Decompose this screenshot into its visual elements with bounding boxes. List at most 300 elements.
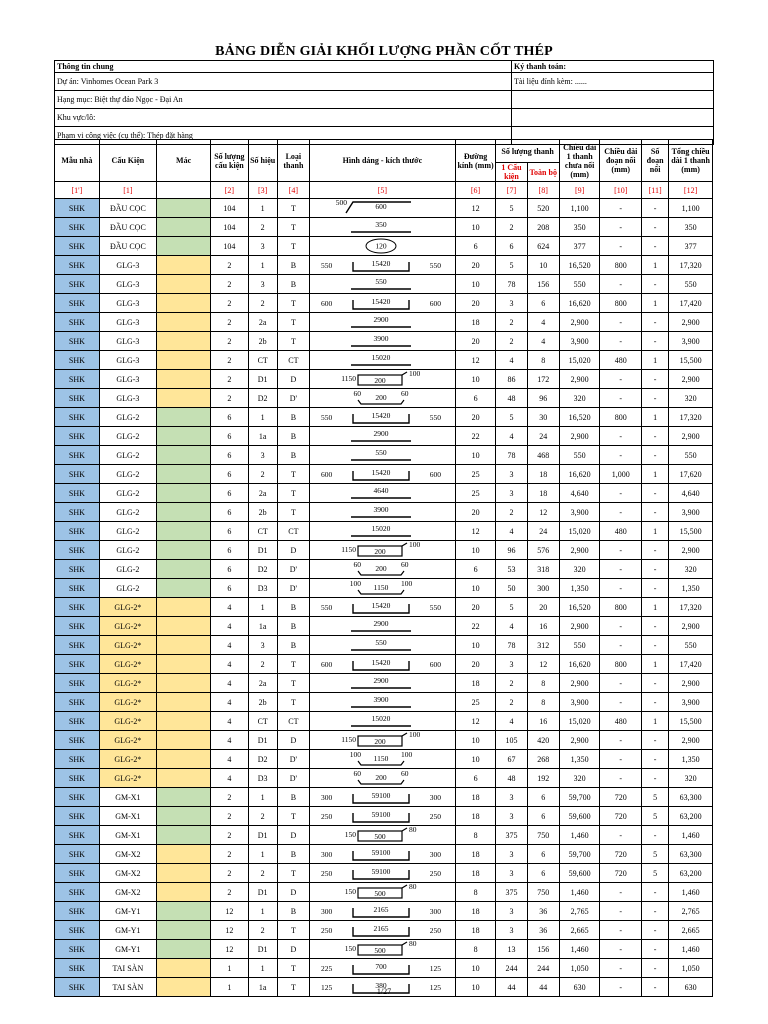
tong-chieu-dai-cell: 17,320 [669,598,713,617]
sl-1ck-cell: 4 [496,712,527,731]
table-row [55,408,713,427]
loai-thanh-cell: T [277,332,309,351]
so-doan-noi-cell: 5 [642,807,669,826]
mau-nha-cell: SHK [55,370,100,389]
rebar-length-label: 200 [375,773,387,782]
rebar-left-hook-label: 100 [349,750,362,759]
table-row [55,864,713,883]
table-row [55,351,713,370]
cau-kien-cell: GLG-3 [99,256,156,275]
duong-kinh-cell: 18 [455,788,496,807]
rebar-stirrup-height-label: 200 [374,737,386,746]
rebar-length-label: 59100 [371,867,391,876]
hinh-dang-cell [310,921,456,940]
mau-nha-cell: SHK [55,560,100,579]
loai-thanh-cell: B [277,902,309,921]
duong-kinh-cell: 10 [455,731,496,750]
index-cell: [1'] [55,182,100,199]
sl-1ck-cell: 4 [496,617,527,636]
so-luong-ck-cell: 2 [211,864,248,883]
rebar-length-label: 600 [375,202,387,211]
chieu-dai-cell: 1,350 [559,579,600,598]
rebar-stirrup-height-label: 500 [374,832,386,841]
duong-kinh-cell: 18 [455,921,496,940]
table-row [55,636,713,655]
index-cell: [3] [248,182,277,199]
hinh-dang-cell [310,522,456,541]
doan-noi-cell: 480 [600,712,642,731]
table-row [55,199,713,218]
so-doan-noi-cell: - [642,332,669,351]
so-hieu-cell: D1 [248,370,277,389]
so-luong-ck-cell: 12 [211,921,248,940]
rebar-stirrup-hook [402,828,407,831]
cau-kien-cell: GLG-2 [99,408,156,427]
general-info-label: Thông tin chung [55,61,512,73]
cau-kien-cell: GLG-2 [99,427,156,446]
sl-toanbo-cell: 18 [527,465,559,484]
rebar-stirrup-height-label: 500 [374,889,386,898]
so-luong-ck-cell: 4 [211,636,248,655]
rebar-left-leg-label: 250 [321,869,333,878]
rebar-length-label: 59100 [371,791,391,800]
tong-chieu-dai-cell: 15,500 [669,522,713,541]
sl-1ck-cell: 86 [496,370,527,389]
hinh-dang-cell [310,788,456,807]
col-sl-toanbo: Toàn bộ [527,163,559,182]
area-field-blank [512,109,714,127]
rebar-left-hook-label: 100 [349,579,362,588]
chieu-dai-cell: 3,900 [559,503,600,522]
col-duong-kinh: Đường kính (mm) [455,140,496,182]
rebar-stirrup-height-label: 200 [374,376,386,385]
doan-noi-cell: - [600,674,642,693]
item-field: Hạng mục: Biệt thự đảo Ngọc - Đại An [55,91,512,109]
mau-nha-cell: SHK [55,522,100,541]
mac-cell [157,598,211,617]
index-cell: [6] [455,182,496,199]
mau-nha-cell: SHK [55,199,100,218]
loai-thanh-cell: D' [277,560,309,579]
tong-chieu-dai-cell: 3,900 [669,332,713,351]
sl-1ck-cell: 3 [496,864,527,883]
chieu-dai-cell: 630 [559,978,600,997]
doan-noi-cell: - [600,541,642,560]
index-cell: [1] [99,182,156,199]
item-field-blank [512,91,714,109]
rebar-length-label: 15420 [371,601,391,610]
so-hieu-cell: 2a [248,313,277,332]
sl-1ck-cell: 78 [496,636,527,655]
hinh-dang-cell [310,864,456,883]
tong-chieu-dai-cell: 2,900 [669,731,713,750]
cau-kien-cell: GLG-3 [99,351,156,370]
hinh-dang-cell [310,275,456,294]
so-hieu-cell: 1a [248,617,277,636]
so-hieu-cell: CT [248,351,277,370]
duong-kinh-cell: 18 [455,864,496,883]
cau-kien-cell: GLG-2* [99,655,156,674]
duong-kinh-cell: 10 [455,370,496,389]
tong-chieu-dai-cell: 630 [669,978,713,997]
so-hieu-cell: 2b [248,332,277,351]
so-luong-ck-cell: 104 [211,237,248,256]
rebar-right-leg-label: 550 [429,603,442,612]
sl-toanbo-cell: 12 [527,655,559,674]
sl-toanbo-cell: 36 [527,921,559,940]
so-hieu-cell: 1 [248,408,277,427]
chieu-dai-cell: 320 [559,769,600,788]
so-luong-ck-cell: 12 [211,902,248,921]
so-doan-noi-cell: - [642,978,669,997]
sl-toanbo-cell: 624 [527,237,559,256]
loai-thanh-cell: T [277,864,309,883]
rebar-left-leg-label: 550 [321,413,333,422]
mau-nha-cell: SHK [55,389,100,408]
chieu-dai-cell: 15,020 [559,351,600,370]
so-hieu-cell: 1 [248,845,277,864]
rebar-length-label: 15420 [371,259,391,268]
so-luong-ck-cell: 6 [211,465,248,484]
table-row [55,617,713,636]
rebar-hook-label: 80 [409,940,417,948]
mac-cell [157,845,211,864]
cau-kien-cell: GM-Y1 [99,940,156,959]
signer-label: Ký thanh toán: [512,61,714,73]
sl-1ck-cell: 5 [496,408,527,427]
sl-toanbo-cell: 312 [527,636,559,655]
loai-thanh-cell: D' [277,769,309,788]
so-hieu-cell: D3 [248,579,277,598]
chieu-dai-cell: 16,520 [559,598,600,617]
rebar-right-leg-label: 250 [429,869,442,878]
table-row [55,522,713,541]
duong-kinh-cell: 12 [455,522,496,541]
sl-1ck-cell: 3 [496,788,527,807]
so-hieu-cell: 2b [248,693,277,712]
so-doan-noi-cell: 1 [642,408,669,427]
duong-kinh-cell: 20 [455,598,496,617]
table-row [55,598,713,617]
sl-1ck-cell: 2 [496,332,527,351]
so-luong-ck-cell: 6 [211,503,248,522]
so-luong-ck-cell: 4 [211,617,248,636]
sl-1ck-cell: 3 [496,484,527,503]
table-row [55,902,713,921]
index-cell: [11] [642,182,669,199]
cau-kien-cell: GLG-2 [99,522,156,541]
so-doan-noi-cell: 5 [642,864,669,883]
sl-toanbo-cell: 44 [527,978,559,997]
sl-1ck-cell: 2 [496,313,527,332]
table-row [55,712,713,731]
hinh-dang-cell [310,237,456,256]
rebar-right-leg-label: 550 [429,413,442,422]
index-cell: [2] [211,182,248,199]
so-luong-ck-cell: 6 [211,541,248,560]
hinh-dang-cell [310,750,456,769]
doan-noi-cell: - [600,560,642,579]
so-hieu-cell: D1 [248,541,277,560]
so-doan-noi-cell: - [642,446,669,465]
hinh-dang-cell [310,579,456,598]
mac-cell [157,940,211,959]
rebar-stirrup-height-label: 500 [374,946,386,955]
doan-noi-cell: 720 [600,807,642,826]
so-luong-ck-cell: 4 [211,769,248,788]
rebar-right-leg-label: 125 [429,983,442,992]
mac-cell [157,769,211,788]
tong-chieu-dai-cell: 2,765 [669,902,713,921]
rebar-left-leg-label: 300 [321,850,333,859]
sl-1ck-cell: 4 [496,522,527,541]
tong-chieu-dai-cell: 1,460 [669,826,713,845]
sl-toanbo-cell: 750 [527,883,559,902]
duong-kinh-cell: 25 [455,484,496,503]
duong-kinh-cell: 18 [455,313,496,332]
rebar-hook-label: 80 [409,883,417,891]
chieu-dai-cell: 2,665 [559,921,600,940]
so-doan-noi-cell: - [642,389,669,408]
sl-toanbo-cell: 192 [527,769,559,788]
mau-nha-cell: SHK [55,484,100,503]
tong-chieu-dai-cell: 17,420 [669,294,713,313]
sl-toanbo-cell: 420 [527,731,559,750]
rebar-right-hook-label: 100 [401,579,413,588]
rebar-hook-label: 100 [409,370,421,378]
rebar-length-label: 2900 [373,676,389,685]
cau-kien-cell: GLG-3 [99,370,156,389]
doan-noi-cell: - [600,883,642,902]
doan-noi-cell: - [600,199,642,218]
cau-kien-cell: GM-Y1 [99,902,156,921]
so-hieu-cell: D1 [248,883,277,902]
table-row [55,503,713,522]
hinh-dang-cell [310,256,456,275]
sl-toanbo-cell: 520 [527,199,559,218]
so-luong-ck-cell: 4 [211,731,248,750]
mac-cell [157,883,211,902]
table-row [55,826,713,845]
sl-1ck-cell: 3 [496,465,527,484]
so-doan-noi-cell: - [642,237,669,256]
loai-thanh-cell: T [277,693,309,712]
sl-1ck-cell: 78 [496,446,527,465]
so-luong-ck-cell: 6 [211,427,248,446]
hinh-dang-cell [310,446,456,465]
chieu-dai-cell: 59,700 [559,788,600,807]
duong-kinh-cell: 10 [455,636,496,655]
so-luong-ck-cell: 6 [211,484,248,503]
doan-noi-cell: - [600,617,642,636]
sl-1ck-cell: 53 [496,560,527,579]
tong-chieu-dai-cell: 550 [669,275,713,294]
so-hieu-cell: 3 [248,275,277,294]
so-luong-ck-cell: 4 [211,693,248,712]
so-luong-ck-cell: 4 [211,712,248,731]
sl-toanbo-cell: 4 [527,332,559,351]
chieu-dai-cell: 2,900 [559,313,600,332]
duong-kinh-cell: 12 [455,351,496,370]
doan-noi-cell: - [600,940,642,959]
tong-chieu-dai-cell: 2,900 [669,370,713,389]
mau-nha-cell: SHK [55,503,100,522]
so-luong-ck-cell: 104 [211,218,248,237]
chieu-dai-cell: 2,900 [559,731,600,750]
cau-kien-cell: GLG-2* [99,636,156,655]
hinh-dang-cell [310,503,456,522]
rebar-table [54,139,713,997]
rebar-stirrup-width-label: 1150 [341,735,357,744]
sl-1ck-cell: 44 [496,978,527,997]
table-row [55,313,713,332]
table-row [55,655,713,674]
table-row [55,275,713,294]
so-hieu-cell: 1a [248,427,277,446]
hinh-dang-cell [310,218,456,237]
duong-kinh-cell: 8 [455,826,496,845]
mac-cell [157,389,211,408]
sl-1ck-cell: 2 [496,503,527,522]
table-row [55,731,713,750]
mac-cell [157,712,211,731]
rebar-stirrup-hook [402,372,407,375]
col-hinh-dang: Hình dáng - kích thước [310,140,456,182]
cau-kien-cell: GLG-2 [99,465,156,484]
tong-chieu-dai-cell: 3,900 [669,693,713,712]
hinh-dang-cell [310,465,456,484]
so-luong-ck-cell: 2 [211,294,248,313]
mac-cell [157,541,211,560]
rebar-stirrup-width-label: 1150 [341,545,357,554]
loai-thanh-cell: B [277,636,309,655]
cau-kien-cell: GLG-2* [99,617,156,636]
tong-chieu-dai-cell: 1,460 [669,883,713,902]
index-cell: [12] [669,182,713,199]
so-hieu-cell: 1 [248,959,277,978]
doan-noi-cell: - [600,959,642,978]
so-doan-noi-cell: - [642,617,669,636]
col-so-hieu: Số hiệu [248,140,277,182]
hinh-dang-cell [310,294,456,313]
loai-thanh-cell: CT [277,351,309,370]
loai-thanh-cell: T [277,313,309,332]
cau-kien-cell: ĐẦU CỌC [99,199,156,218]
chieu-dai-cell: 550 [559,636,600,655]
cau-kien-cell: GM-X2 [99,845,156,864]
chieu-dai-cell: 15,020 [559,712,600,731]
rebar-left-leg-label: 550 [321,603,333,612]
sl-toanbo-cell: 30 [527,408,559,427]
so-doan-noi-cell: 5 [642,788,669,807]
doan-noi-cell: 480 [600,351,642,370]
so-luong-ck-cell: 4 [211,674,248,693]
mac-cell [157,636,211,655]
rebar-length-label: 15420 [371,468,391,477]
rebar-left-leg-label: 125 [321,983,333,992]
loai-thanh-cell: B [277,256,309,275]
hinh-dang-cell [310,484,456,503]
table-row [55,845,713,864]
so-hieu-cell: 2 [248,218,277,237]
scope-field: Phạm vi công việc (cụ thể): Thép đặt hàng [55,127,512,145]
chieu-dai-cell: 1,460 [559,826,600,845]
table-body [55,199,713,997]
mau-nha-cell: SHK [55,446,100,465]
doan-noi-cell: 720 [600,845,642,864]
rebar-right-hook-label: 60 [401,769,409,778]
loai-thanh-cell: T [277,465,309,484]
so-hieu-cell: CT [248,712,277,731]
sl-1ck-cell: 105 [496,731,527,750]
table-row [55,256,713,275]
table-row [55,693,713,712]
so-luong-ck-cell: 12 [211,940,248,959]
so-luong-ck-cell: 6 [211,446,248,465]
sl-toanbo-cell: 8 [527,674,559,693]
chieu-dai-cell: 15,020 [559,522,600,541]
mac-cell [157,788,211,807]
mau-nha-cell: SHK [55,883,100,902]
mau-nha-cell: SHK [55,940,100,959]
sl-1ck-cell: 2 [496,674,527,693]
mau-nha-cell: SHK [55,807,100,826]
chieu-dai-cell: 1,460 [559,883,600,902]
table-row [55,541,713,560]
tong-chieu-dai-cell: 2,900 [669,674,713,693]
mau-nha-cell: SHK [55,636,100,655]
hinh-dang-cell [310,370,456,389]
mac-cell [157,579,211,598]
rebar-length-label: 15420 [371,411,391,420]
hinh-dang-cell [310,351,456,370]
hinh-dang-cell [310,636,456,655]
doan-noi-cell: - [600,636,642,655]
doan-noi-cell: - [600,370,642,389]
mac-cell [157,522,211,541]
doan-noi-cell: - [600,427,642,446]
so-hieu-cell: D1 [248,826,277,845]
doan-noi-cell: - [600,237,642,256]
sl-toanbo-cell: 36 [527,902,559,921]
hinh-dang-cell [310,617,456,636]
doan-noi-cell: 720 [600,864,642,883]
doan-noi-cell: - [600,769,642,788]
sl-toanbo-cell: 268 [527,750,559,769]
hinh-dang-cell [310,332,456,351]
loai-thanh-cell: B [277,845,309,864]
rebar-stirrup-height-label: 200 [374,547,386,556]
rebar-right-leg-label: 550 [429,261,442,270]
duong-kinh-cell: 20 [455,256,496,275]
mac-cell [157,199,211,218]
rebar-length-label: 200 [375,564,387,573]
loai-thanh-cell: T [277,674,309,693]
chieu-dai-cell: 59,700 [559,845,600,864]
tong-chieu-dai-cell: 15,500 [669,351,713,370]
sl-1ck-cell: 3 [496,902,527,921]
mau-nha-cell: SHK [55,693,100,712]
rebar-right-hook-label: 60 [401,389,409,398]
chieu-dai-cell: 1,350 [559,750,600,769]
project-field: Dự án: Vinhomes Ocean Park 3 [55,73,512,91]
table-row [55,218,713,237]
mau-nha-cell: SHK [55,465,100,484]
mac-cell [157,693,211,712]
sl-1ck-cell: 3 [496,655,527,674]
table-row [55,788,713,807]
cau-kien-cell: GLG-2* [99,750,156,769]
